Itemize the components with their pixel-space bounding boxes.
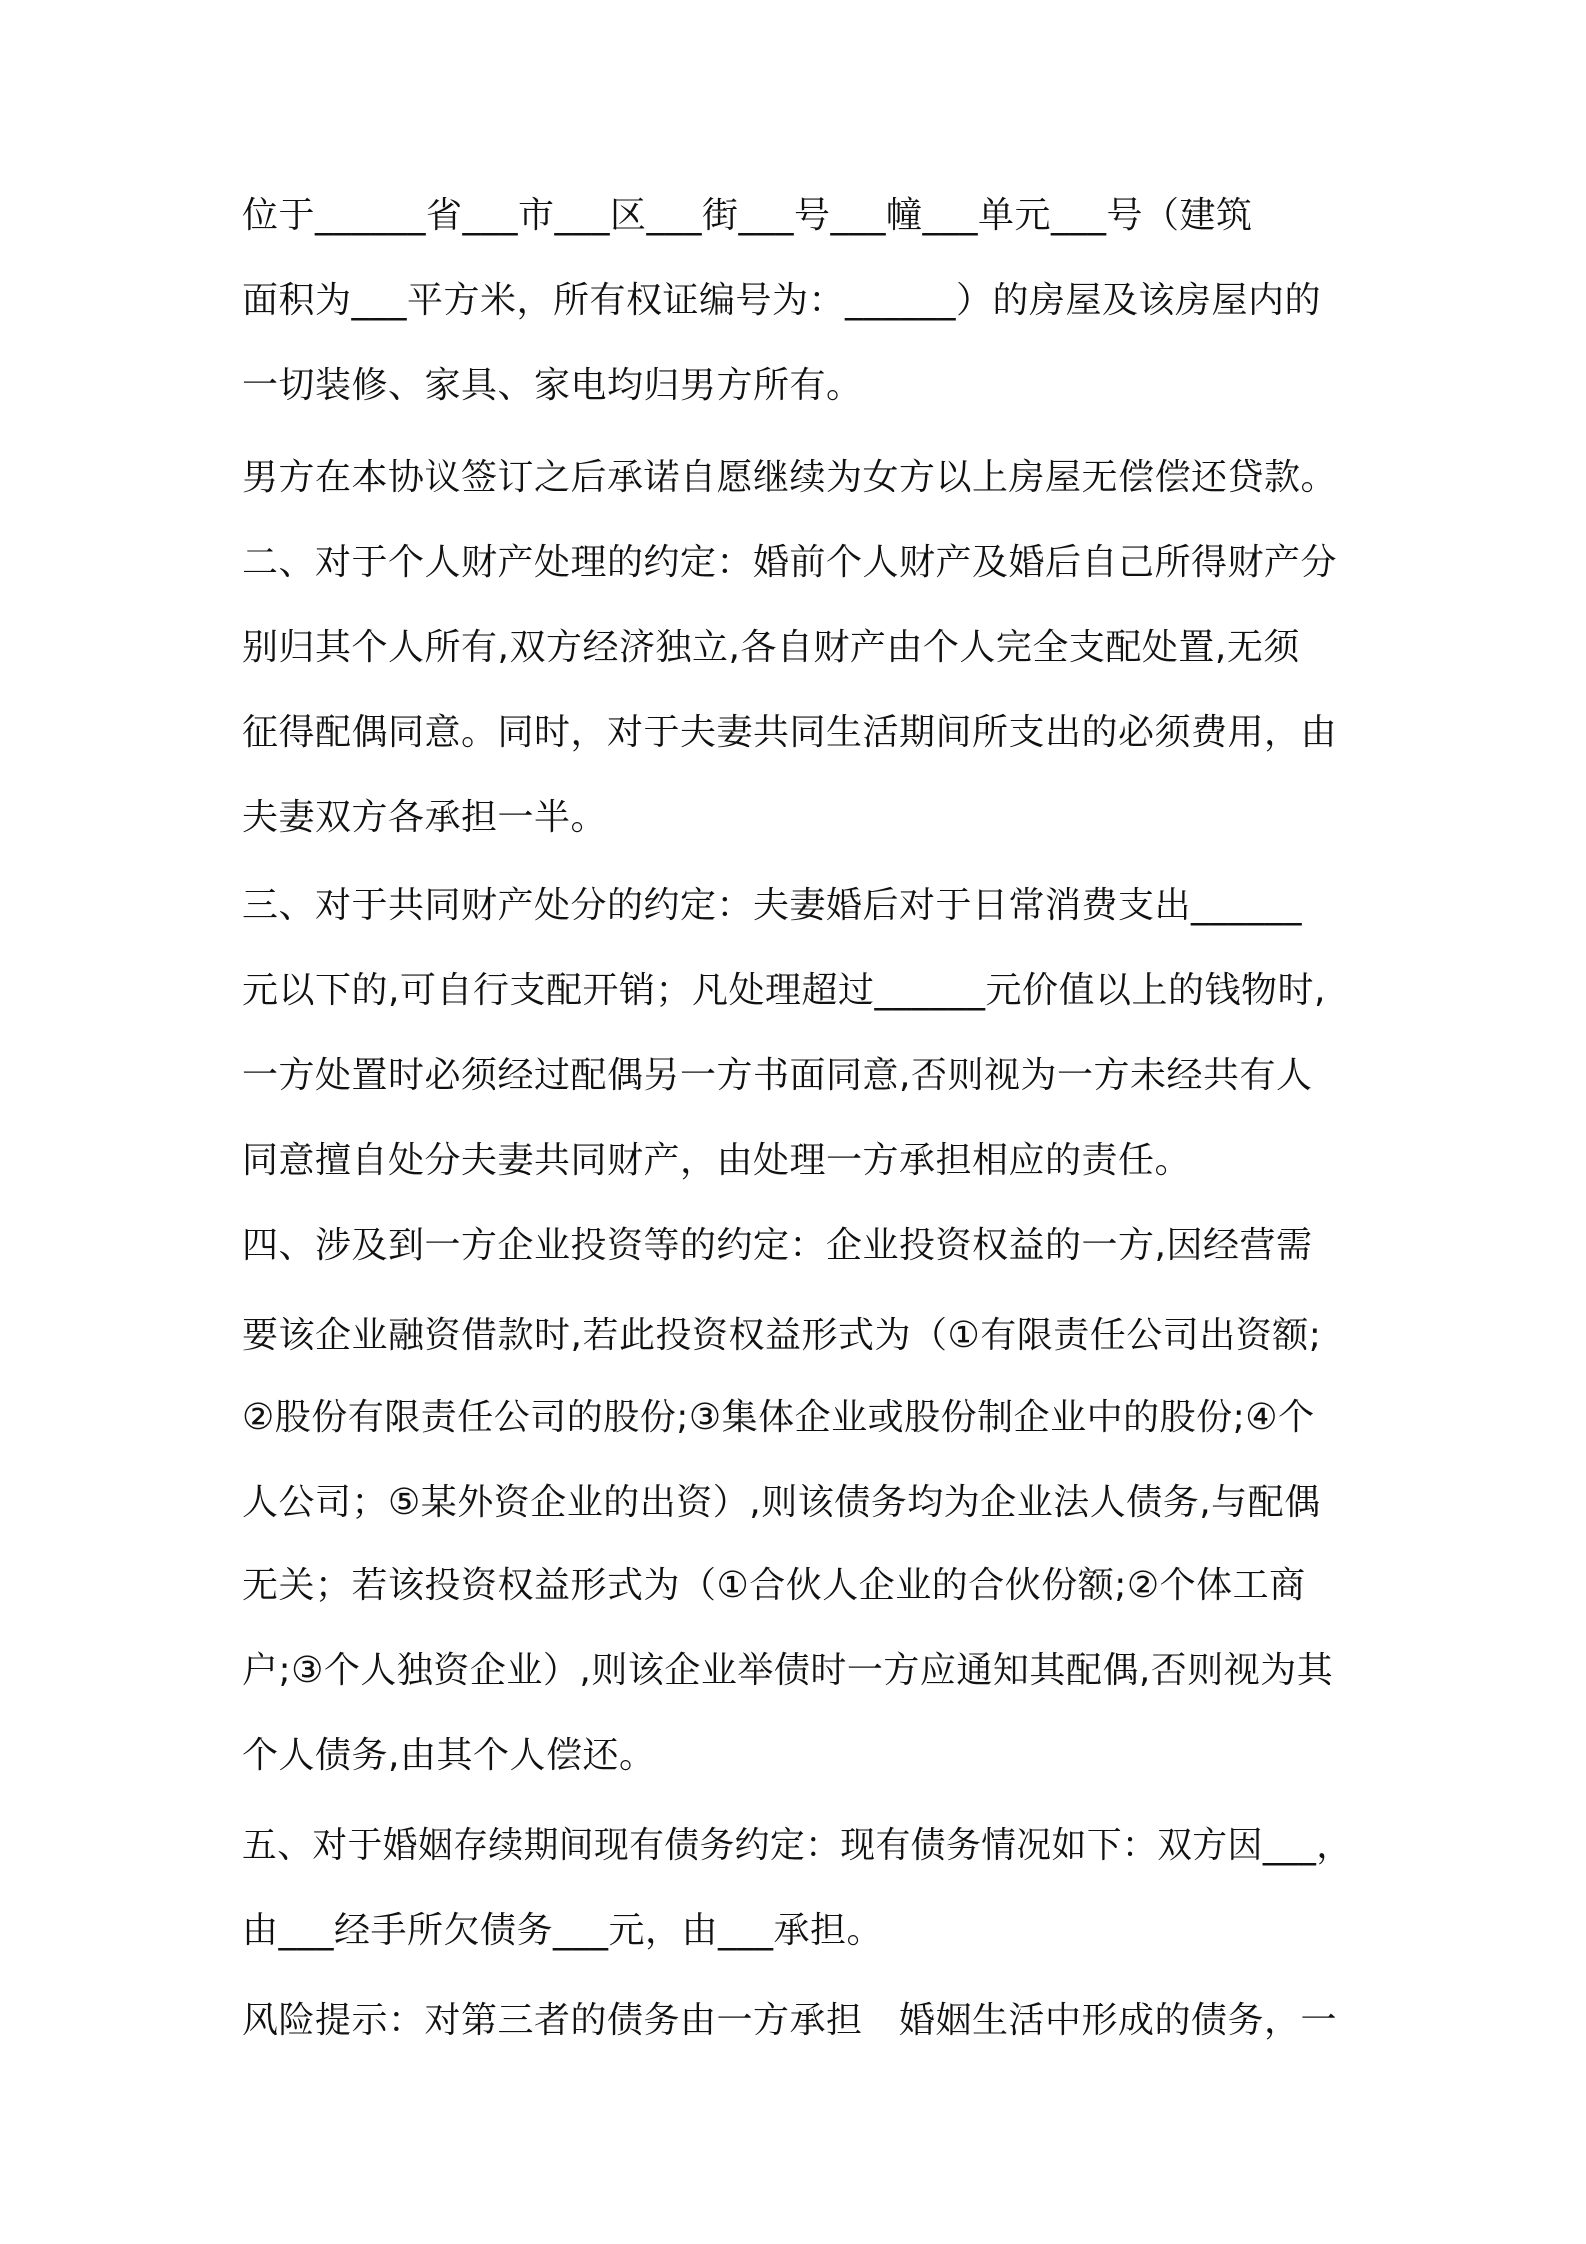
text-line: 五、对于婚姻存续期间现有债务约定：现有债务情况如下：双方因___，: [242, 1825, 1352, 1866]
text-line: ②股份有限责任公司的股份;③集体企业或股份制企业中的股份;④个: [242, 1397, 1315, 1438]
text-line: 个人债务,由其个人偿还。: [242, 1735, 656, 1776]
text-line: 人公司；⑤某外资企业的出资）,则该债务均为企业法人债务,与配偶: [242, 1482, 1321, 1523]
text-line: 风险提示：对第三者的债务由一方承担 婚姻生活中形成的债务，一: [242, 2000, 1338, 2041]
text-line: 夫妻双方各承担一半。: [242, 797, 608, 838]
text-line: 要该企业融资借款时,若此投资权益形式为（①有限责任公司出资额;: [242, 1315, 1322, 1356]
text-line: 别归其个人所有,双方经济独立,各自财产由个人完全支配处置,无须: [242, 627, 1300, 668]
text-line: 位于______省___市___区___街___号___幢___单元___号（建筑: [242, 195, 1253, 236]
text-line: 一切装修、家具、家电均归男方所有。: [242, 365, 863, 406]
text-line: 无关；若该投资权益形式为（①合伙人企业的合伙份额;②个体工商: [242, 1565, 1306, 1606]
text-line: 男方在本协议签订之后承诺自愿继续为女方以上房屋无偿偿还贷款。: [242, 457, 1338, 498]
text-line: 元以下的,可自行支配开销；凡处理超过______元价值以上的钱物时,: [242, 970, 1326, 1011]
text-line: 同意擅自处分夫妻共同财产，由处理一方承担相应的责任。: [242, 1140, 1192, 1181]
text-line: 三、对于共同财产处分的约定：夫妻婚后对于日常消费支出______: [242, 885, 1303, 926]
text-line: 二、对于个人财产处理的约定：婚前个人财产及婚后自己所得财产分: [242, 542, 1338, 583]
text-line: 一方处置时必须经过配偶另一方书面同意,否则视为一方未经共有人: [242, 1055, 1313, 1096]
text-line: 四、涉及到一方企业投资等的约定：企业投资权益的一方,因经营需: [242, 1225, 1313, 1266]
text-line: 面积为___平方米，所有权证编号为：______）的房屋及该房屋内的: [242, 280, 1322, 321]
text-line: 征得配偶同意。同时，对于夫妻共同生活期间所支出的必须费用，由: [242, 712, 1338, 753]
text-line: 由___经手所欠债务___元，由___承担。: [242, 1910, 884, 1951]
text-line: 户;③个人独资企业）,则该企业举债时一方应通知其配偶,否则视为其: [242, 1650, 1334, 1691]
